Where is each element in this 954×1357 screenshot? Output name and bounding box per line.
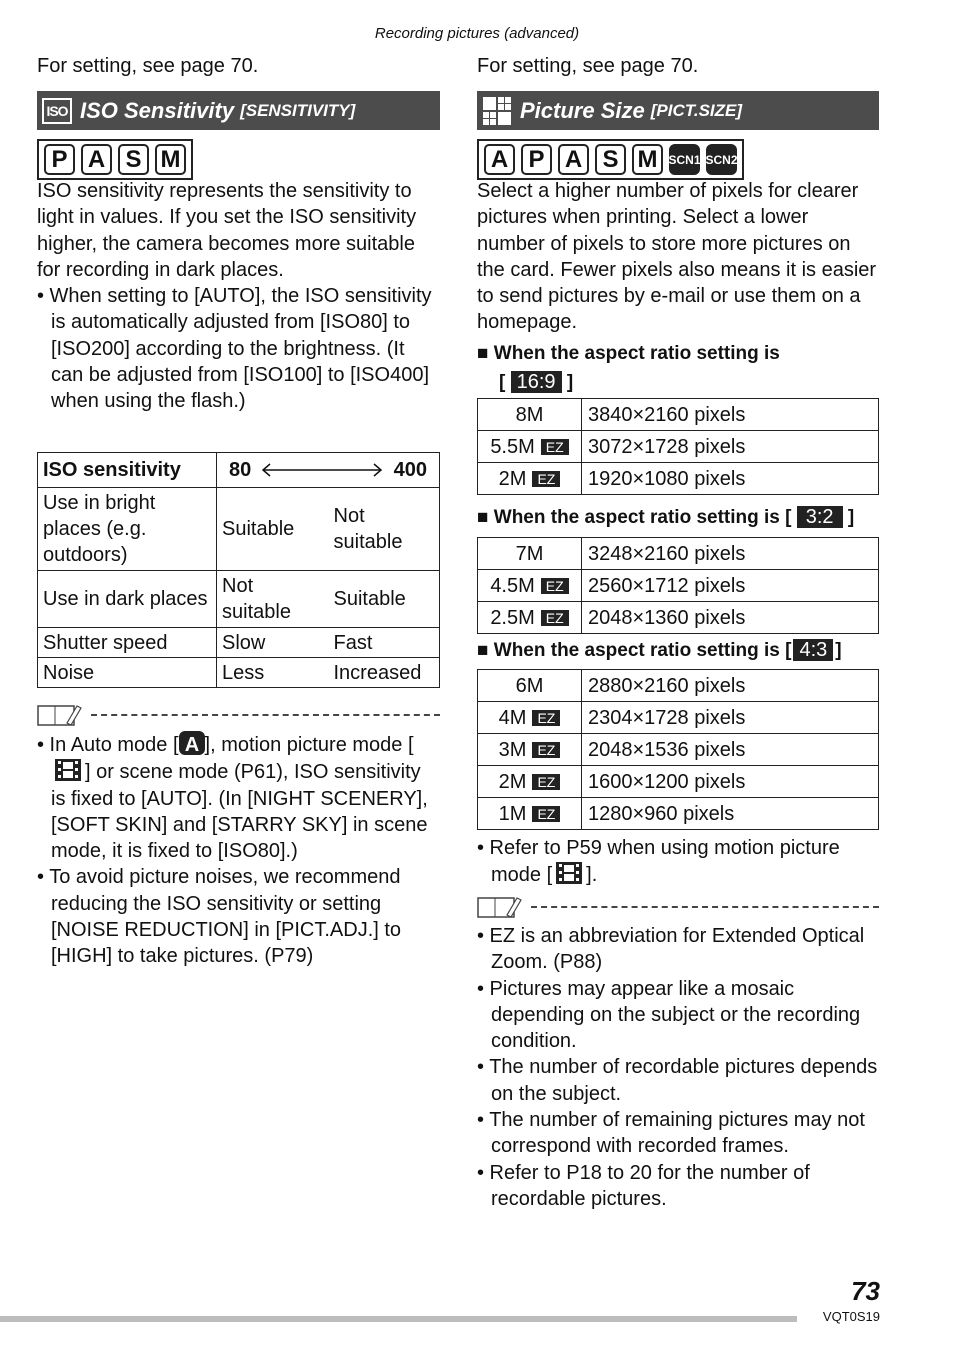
mode-a-icon: A [81, 144, 112, 175]
table-row: 2.5M EZ 2048×1360 pixels [478, 602, 879, 634]
document-code: VQT0S19 [822, 1309, 880, 1324]
auto-mode-icon [179, 731, 205, 755]
iso-icon: ISO [42, 98, 72, 124]
note-item: • Pictures may appear like a mosaic depending on the subject or the recording condition. [477, 977, 861, 1053]
ez-badge: EZ [532, 710, 560, 726]
heading-aspect-4-3: ■ When the aspect ratio setting is [ 4:3 ] [477, 639, 842, 661]
mode-p-icon: P [44, 144, 75, 175]
svg-text:A: A [184, 734, 199, 755]
table-row: Noise Less Increased [38, 658, 440, 688]
aspect-3-2-icon: 3:2 [797, 506, 843, 528]
mode-a-icon: A [558, 144, 589, 175]
iso-header-label: ISO sensitivity [38, 453, 217, 488]
section-header-picture-size [477, 91, 879, 130]
motion-picture-icon [51, 758, 85, 782]
iso-comparison-table [37, 452, 440, 688]
table-row: Use in dark places Not suitable Suitable [38, 571, 440, 628]
note-icon [477, 895, 523, 919]
table-row: 5.5M EZ 3072×1728 pixels [478, 431, 879, 463]
note-item: • The number of remaining pictures may not correspond with recorded frames. [477, 1109, 865, 1158]
table-row: 3M EZ 2048×1536 pixels [478, 734, 879, 766]
size-table-3-2 [477, 537, 879, 634]
note-item: • EZ is an abbreviation for Extended Optical Zoom. (P88) [477, 925, 865, 974]
table-row: Use in bright places (e.g. outdoors) Suitable Not suitable [38, 488, 440, 571]
size-table-16-9 [477, 398, 879, 495]
iso-intro: ISO sensitivity represents the sensitivity to light in values. If you set the ISO sensitivity higher, the camera becomes more suitable for recording in dark places. [37, 180, 417, 281]
section-header-iso [37, 91, 440, 130]
mode-auto-icon: A [484, 144, 515, 175]
note-separator-right [477, 894, 879, 920]
note-noise: • To avoid picture noises, we recommend reducing the ISO sensitivity or setting [NOISE REDUCTION] in [PICT.ADJ.] to [HIGH] to take pictures. (P79) [37, 866, 402, 968]
see-page-note-left: For setting, see page 70. [37, 55, 259, 77]
mode-icons-right [477, 139, 744, 180]
mode-s-icon: S [118, 144, 149, 175]
section-title-iso: ISO Sensitivity [80, 97, 235, 123]
heading-aspect-3-2: ■ When the aspect ratio setting is [ 3:2 ] [477, 506, 855, 528]
picture-size-intro: Select a higher number of pixels for clearer pictures when printing. Select a lower number of pixels to store more pictures on the card. Fewer pixels also means it is easier to send pictures by e-mail or use them on a homepage. [477, 180, 877, 334]
dashed-divider [531, 906, 879, 908]
table-row: 4M EZ 2304×1728 pixels [478, 702, 879, 734]
table-row: 6M 2880×2160 pixels [478, 670, 879, 702]
mode-p-icon: P [521, 144, 552, 175]
dashed-divider [91, 714, 440, 716]
section-subtitle-iso: [SENSITIVITY] [240, 100, 356, 120]
table-row: 1M EZ 1280×960 pixels [478, 798, 879, 830]
iso-high-value: 400 [393, 459, 427, 481]
ez-badge: EZ [541, 439, 569, 455]
note-item: • Refer to P18 to 20 for the number of recordable pictures. [477, 1161, 810, 1210]
footer-bar [0, 1316, 797, 1322]
note-item: • The number of recordable pictures depends on the subject. [477, 1056, 878, 1105]
table-row: 8M 3840×2160 pixels [478, 399, 879, 431]
ez-badge: EZ [541, 610, 569, 626]
iso-range-header [217, 453, 440, 488]
size-table-4-3 [477, 669, 879, 830]
motion-picture-icon [552, 861, 586, 885]
section-subtitle-picture-size: [PICT.SIZE] [650, 100, 743, 120]
table-row: Shutter speed Slow Fast [38, 628, 440, 658]
iso-low-value: 80 [229, 459, 252, 481]
table-row: 7M 3248×2160 pixels [478, 538, 879, 570]
ez-badge: EZ [541, 578, 569, 594]
ez-badge: EZ [532, 742, 560, 758]
ez-badge: EZ [532, 774, 560, 790]
scene1-icon: SCN1 [669, 144, 700, 175]
table-row: 4.5M EZ 2560×1712 pixels [478, 570, 879, 602]
page-number: 73 [851, 1276, 880, 1306]
iso-auto-bullet: • When setting to [AUTO], the ISO sensitivity is automatically adjusted from [ISO80] to [ISO200] according to the brightness. (It can be adjusted from [ISO100] to [ISO400] when using the flash.) [37, 285, 432, 413]
mode-icons-left [37, 139, 193, 180]
aspect-16-9-icon: 16:9 [511, 371, 562, 393]
heading-aspect-16-9: ■ When the aspect ratio setting is [ 16:9 ] [477, 343, 780, 393]
mode-m-icon: M [155, 144, 186, 175]
note-auto-mode: • In Auto mode [ A ], motion picture mode [] or scene mode (P61), ISO sensitivity is fixed to [AUTO]. (In [NIGHT SCENERY], [SOFT SKIN] and [STARRY SKY] in scene mode, it is fixed to [ISO80].) [37, 731, 440, 864]
running-header: Recording pictures (advanced) [374, 25, 580, 42]
scene2-icon: SCN2 [706, 144, 737, 175]
aspect-4-3-icon: 4:3 [793, 639, 833, 661]
see-page-note-right: For setting, see page 70. [477, 55, 699, 77]
picture-size-notes [477, 923, 879, 1212]
mode-m-icon: M [632, 144, 663, 175]
table-row: 2M EZ 1920×1080 pixels [478, 463, 879, 495]
section-title-picture-size: Picture Size [520, 97, 645, 123]
ez-badge: EZ [532, 471, 560, 487]
ez-badge: EZ [532, 806, 560, 822]
table-row: 2M EZ 1600×1200 pixels [478, 766, 879, 798]
picture-size-icon [482, 96, 512, 126]
refer-motion-picture: • Refer to P59 when using motion picture mode [ ]. [477, 837, 840, 887]
mode-s-icon: S [595, 144, 626, 175]
note-icon [37, 703, 83, 727]
double-arrow-icon [260, 463, 384, 477]
iso-notes [37, 731, 440, 970]
table-header-row [38, 453, 440, 488]
note-separator-left [37, 702, 440, 728]
